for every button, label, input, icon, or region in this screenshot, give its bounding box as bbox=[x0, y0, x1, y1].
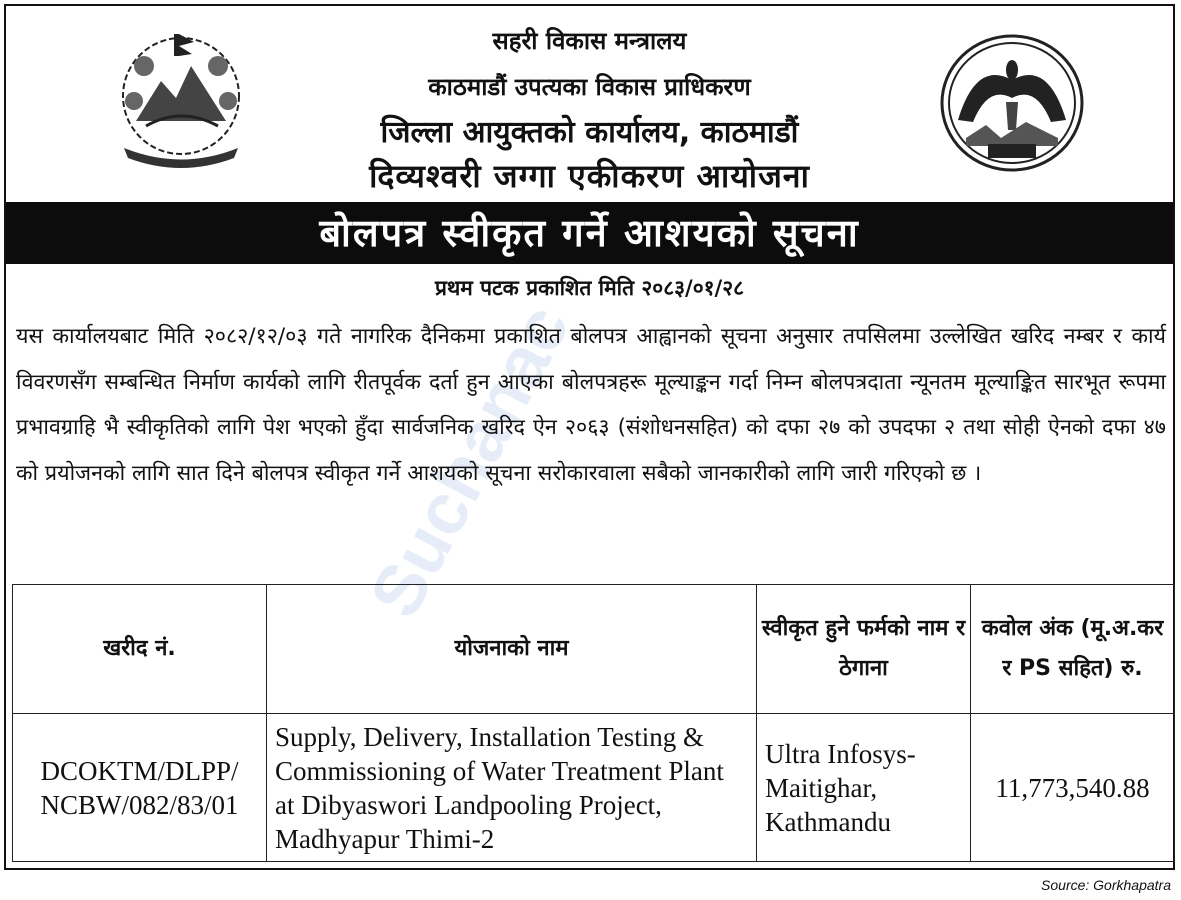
header-amount: कवोल अंक (मू.अ.कर र PS सहित) रु. bbox=[971, 585, 1175, 714]
cell-amount: 11,773,540.88 bbox=[971, 714, 1175, 862]
authority-title: काठमाडौं उपत्यका विकास प्राधिकरण bbox=[428, 73, 751, 101]
header-project-name: योजनाको नाम bbox=[267, 585, 757, 714]
tender-table bbox=[12, 584, 1175, 862]
header-procurement-no: खरीद नं. bbox=[13, 585, 267, 714]
publication-date: प्रथम पटक प्रकाशित मिति २०८३/०१/२८ bbox=[434, 276, 745, 300]
notice-header bbox=[6, 6, 1173, 202]
cell-procurement-no: DCOKTM/DLPP/ NCBW/082/83/01 bbox=[13, 714, 267, 862]
notice-body: यस कार्यालयबाट मिति २०८२/१२/०३ गते नागरिक दैनिकमा प्रकाशित बोलपत्र आह्वानको सूचना अनुसार तपसिलमा उल्लेखित खरिद नम्बर र कार्य विवरणसँग सम्बन्धित निर्माण कार्यको लागि रीतपूर्वक दर्ता हुन आएका बोलपत्रहरू मूल्याङ्कन गर्दा निम्न बोलपत्रदाता न्यूनतम मूल्याङ्कित सारभूत रूपमा प्रभावग्राहि भै स्वीकृतिको लागि पेश भएको हुँदा सार्वजनिक खरिद ऐन २०६३ (संशोधनसहित) को दफा २७ को उपदफा २ तथा सोही ऐनको दफा ४७ को प्रयोजनको लागि सात दिने बोलपत्र स्वीकृत गर्ने आशयको सूचना सरोकारवाला सबैको जानकारीको लागि जारी गरिएको छ । bbox=[16, 324, 1166, 486]
table-row bbox=[13, 714, 1175, 862]
project-title: दिव्यश्वरी जग्गा एकीकरण आयोजना bbox=[369, 157, 810, 195]
kvda-logo-icon bbox=[936, 30, 1088, 176]
banner-title: बोलपत्र स्वीकृत गर्ने आशयको सूचना bbox=[319, 211, 860, 255]
cell-project-name: Supply, Delivery, Installation Testing & Commissioning of Water Treatment Plant at Dibyaswori Landpooling Project, Madhyapur Thimi-2 bbox=[267, 714, 757, 862]
notice-banner bbox=[6, 202, 1173, 264]
cell-firm: Ultra Infosys- Maitighar, Kathmandu bbox=[757, 714, 971, 862]
table-header-row bbox=[13, 585, 1175, 714]
ministry-title: सहरी विकास मन्त्रालय bbox=[492, 27, 687, 55]
source-credit: Source: Gorkhapatra bbox=[1041, 877, 1171, 893]
watermark: Suchanac bbox=[354, 292, 586, 630]
header-firm: स्वीकृत हुने फर्मको नाम र ठेगाना bbox=[757, 585, 971, 714]
office-title: जिल्ला आयुक्तको कार्यालय, काठमाडौं bbox=[380, 115, 799, 150]
notice-frame bbox=[4, 4, 1175, 870]
